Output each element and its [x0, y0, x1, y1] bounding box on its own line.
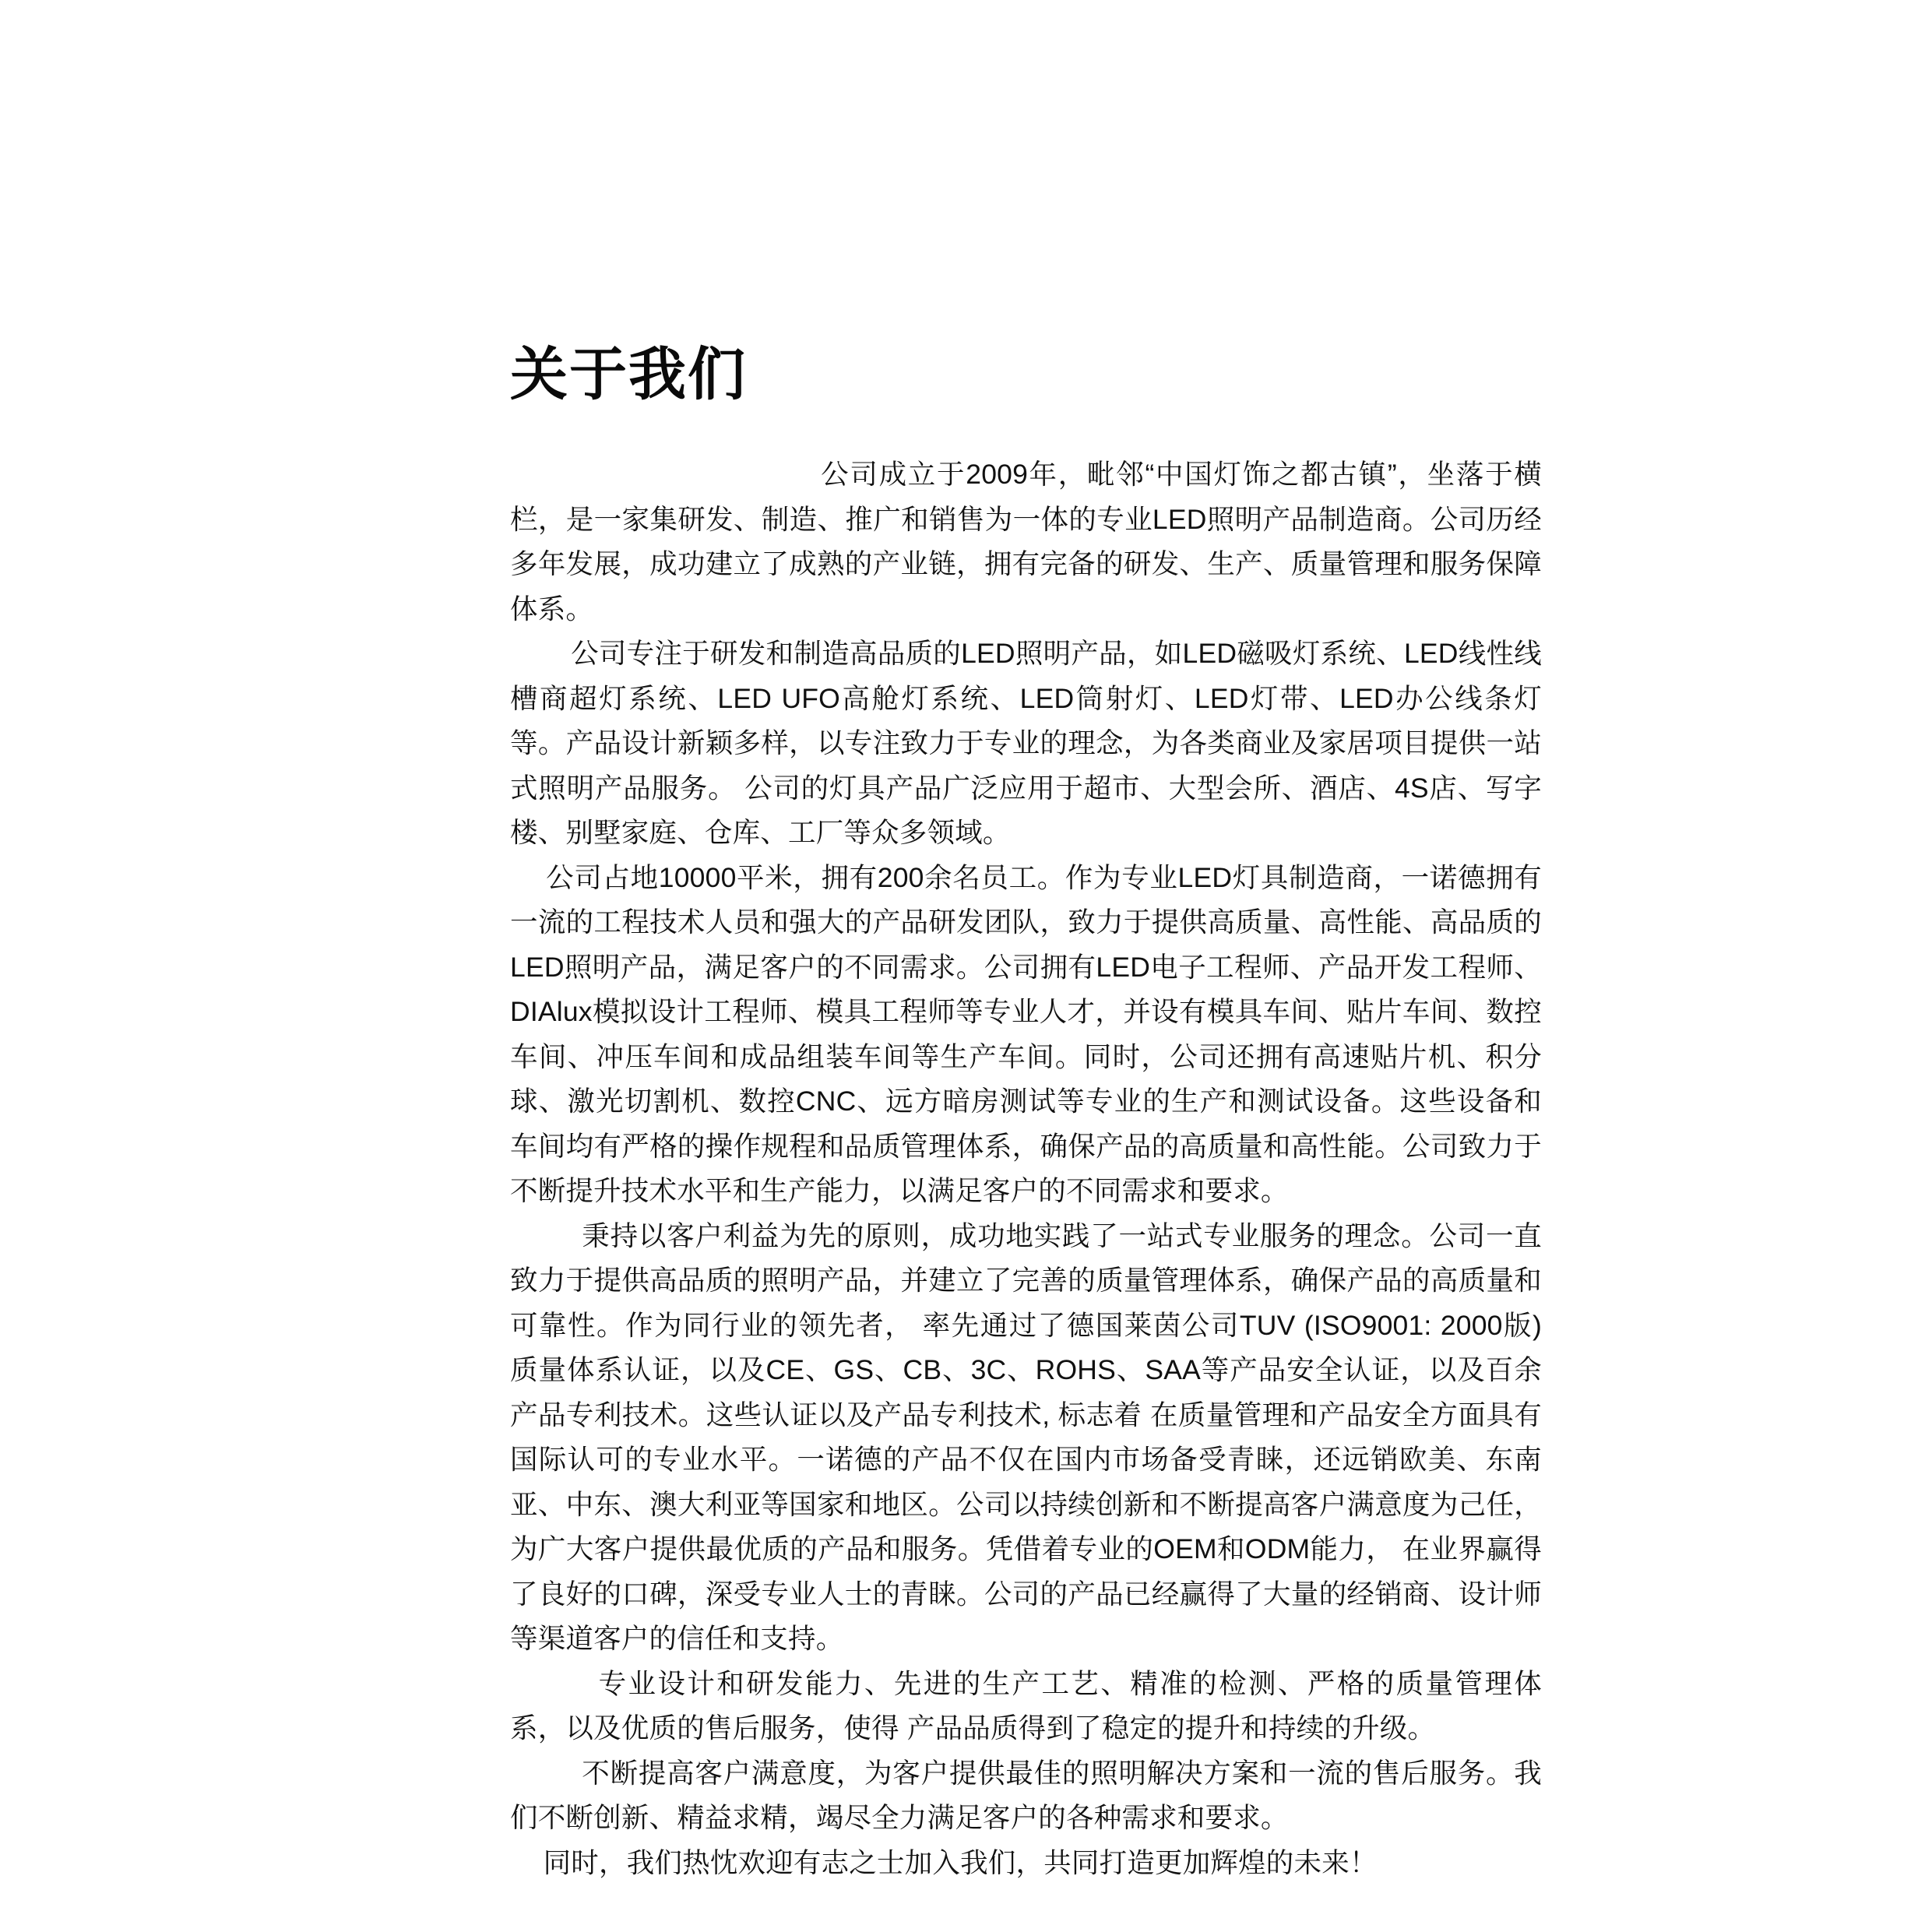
document-body — [510, 343, 1542, 1885]
paragraph-5: 专业设计和研发能力、先进的生产工艺、精准的检测、严格的质量管理体系，以及优质的售后服务，使得 产品品质得到了稳定的提升和持续的升级。 — [510, 1667, 1542, 1744]
paragraph-7: 同时，我们热忱欢迎有志之士加入我们，共同打造更加辉煌的未来！ — [543, 1846, 1378, 1878]
paragraph-3: 公司占地10000平米，拥有200余名员工。作为专业LED灯具制造商，一诺德拥有一流的工程技术人员和强大的产品研发团队，致力于提供高质量、高性能、高品质的LED照明产品，满足客户的不同需求。公司拥有LED电子工程师、产品开发工程师、DIAlux模拟设计工程师、模具工程师等专业人才，并设有模具车间、贴片车间、数控车间、冲压车间和成品组装车间等生产车间。同时，公司还拥有高速贴片机、积分球、激光切割机、数控CNC、远方暗房测试等专业的生产和测试设备。这些设备和车间均有严格的操作规程和品质管理体系，确保产品的高质量和高性能。公司致力于不断提升技术水平和生产能力，以满足客户的不同需求和要求。 — [510, 861, 1542, 1207]
paragraph-4: 秉持以客户利益为先的原则，成功地实践了一站式专业服务的理念。公司一直致力于提供高品质的照明产品，并建立了完善的质量管理体系，确保产品的高质量和可靠性。作为同行业的领先者， 率先通过了德国莱茵公司TUV (ISO9001: 2000版) 质量体系认证，以及CE、GS、CB、3C、ROHS、SAA等产品安全认证，以及百余产品专利技术。这些认证以及产品专利技术, 标志着 在质量管理和产品安全方面具有国际认可的专业水平。一诺德的产品不仅在国内市场备受青睐，还远销欧美、东南亚、中东、澳大利亚等国家和地区。公司以持续创新和不断提高客户满意度为己任，为广大客户提供最优质的产品和服务。凭借着专业的OEM和ODM能力， 在业界赢得了良好的口碑，深受专业人士的青睐。公司的产品已经赢得了大量的经销商、设计师等渠道客户的信任和支持。 — [510, 1219, 1542, 1655]
paragraph-6: 不断提高客户满意度，为客户提供最佳的照明解决方案和一流的售后服务。我们不断创新、精益求精，竭尽全力满足客户的各种需求和要求。 — [510, 1757, 1542, 1834]
paragraph-2: 公司专注于研发和制造高品质的LED照明产品，如LED磁吸灯系统、LED线性线槽商超灯系统、LED UFO高舱灯系统、LED筒射灯、LED灯带、LED办公线条灯等。产品设计新颖多样，以专注致力于专业的理念，为各类商业及家居项目提供一站式照明产品服务。 公司的灯具产品广泛应用于超市、大型会所、酒店、4S店、写字楼、别墅家庭、仓库、工厂等众多领域。 — [510, 638, 1542, 849]
paragraph-1-text: 公司成立于2009年，毗邻“中国灯饰之都古镇”，坐落于横栏，是一家集研发、制造、推广和销售为一体的专业LED照明产品制造商。公司历经多年发展，成功建立了成熟的产业链，拥有完备的研发、生产、质量管理和服务保障体系。 — [510, 459, 1542, 625]
paragraph-1 — [510, 452, 1542, 632]
page-title: 关于我们 — [510, 342, 747, 406]
